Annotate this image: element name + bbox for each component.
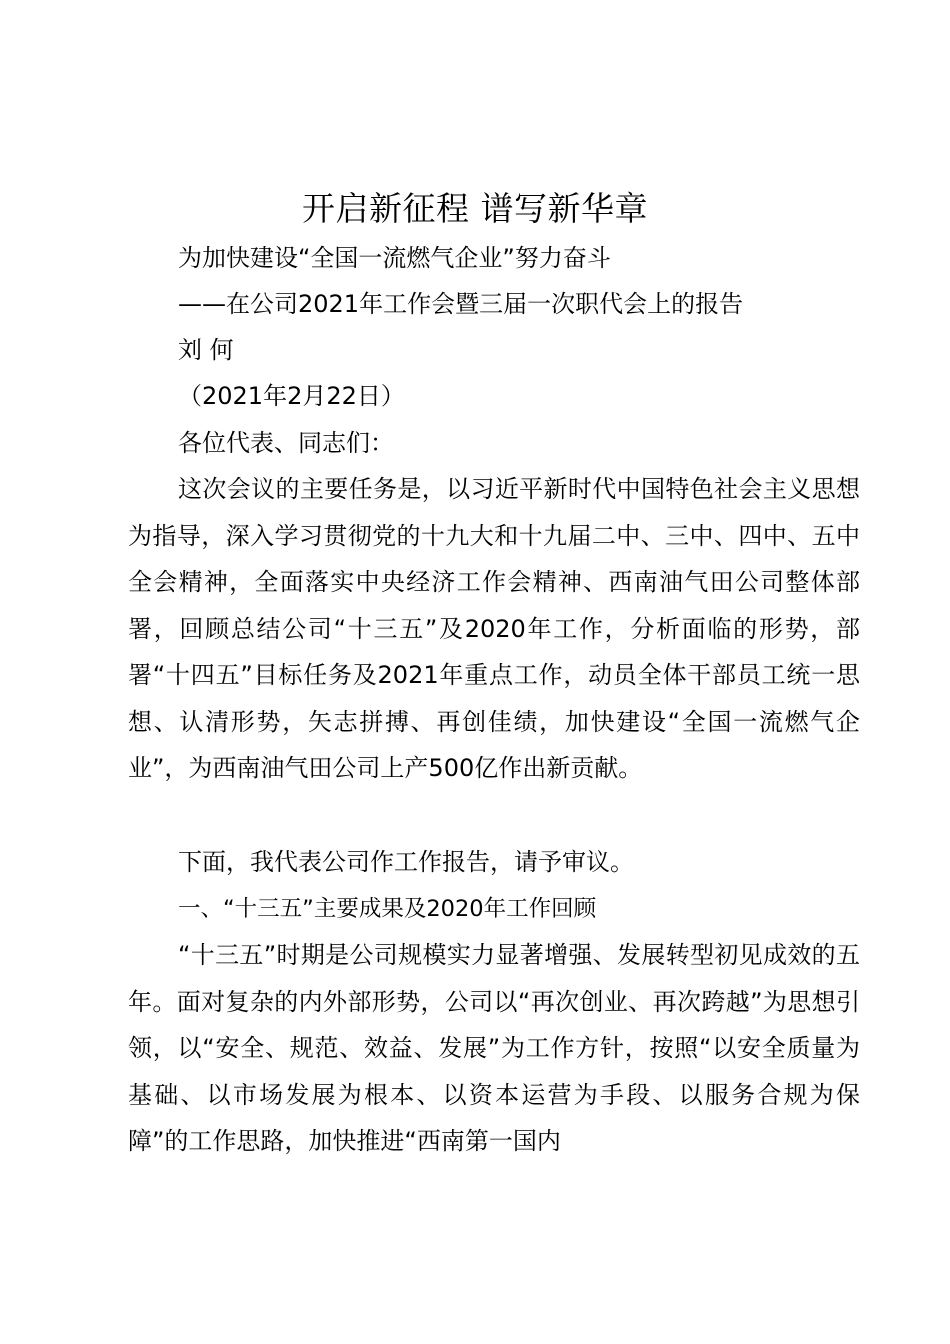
document-subtitle: 为加快建设“全国一流燃气企业”努力奋斗 [178, 244, 611, 272]
paragraph-report-intro: 下面，我代表公司作工作报告，请予审议。 [178, 848, 634, 876]
document-title: 开启新征程 谱写新华章 [302, 189, 648, 228]
date-line: （2021年2月22日） [178, 382, 405, 410]
section-heading: 一、“十三五”主要成果及2020年工作回顾 [178, 896, 597, 922]
author-line: 刘 何 [178, 336, 234, 364]
salutation: 各位代表、同志们： [178, 429, 394, 457]
paragraph-section-one: “十三五”时期是公司规模实力显著增强、发展转型初见成效的五年。面对复杂的内外部形势，公司以“再次创业、再次跨越”为思想引领，以“安全、规范、效益、发展”为工作方针，按照“以安全质量为基础、以市场发展为根本、以资本运营为手段、以服务合规为保障”的工作思路，加快推进“西南第一国内 [128, 941, 860, 1155]
report-line: ——在公司2021年工作会暨三届一次职代会上的报告 [178, 290, 744, 318]
paragraph-meeting-tasks: 这次会议的主要任务是，以习近平新时代中国特色社会主义思想为指导，深入学习贯彻党的十九大和十九届二中、三中、四中、五中全会精神，全面落实中央经济工作会精神、西南油气田公司整体部署，回顾总结公司“十三五”及2020年工作，分析面临的形势，部署“十四五”目标任务及2021年重点工作，动员全体干部员工统一思想、认清形势，矢志拼搏、再创佳绩，加快建设“全国一流燃气企业”，为西南油气田公司上产500亿作出新贡献。 [128, 475, 860, 782]
